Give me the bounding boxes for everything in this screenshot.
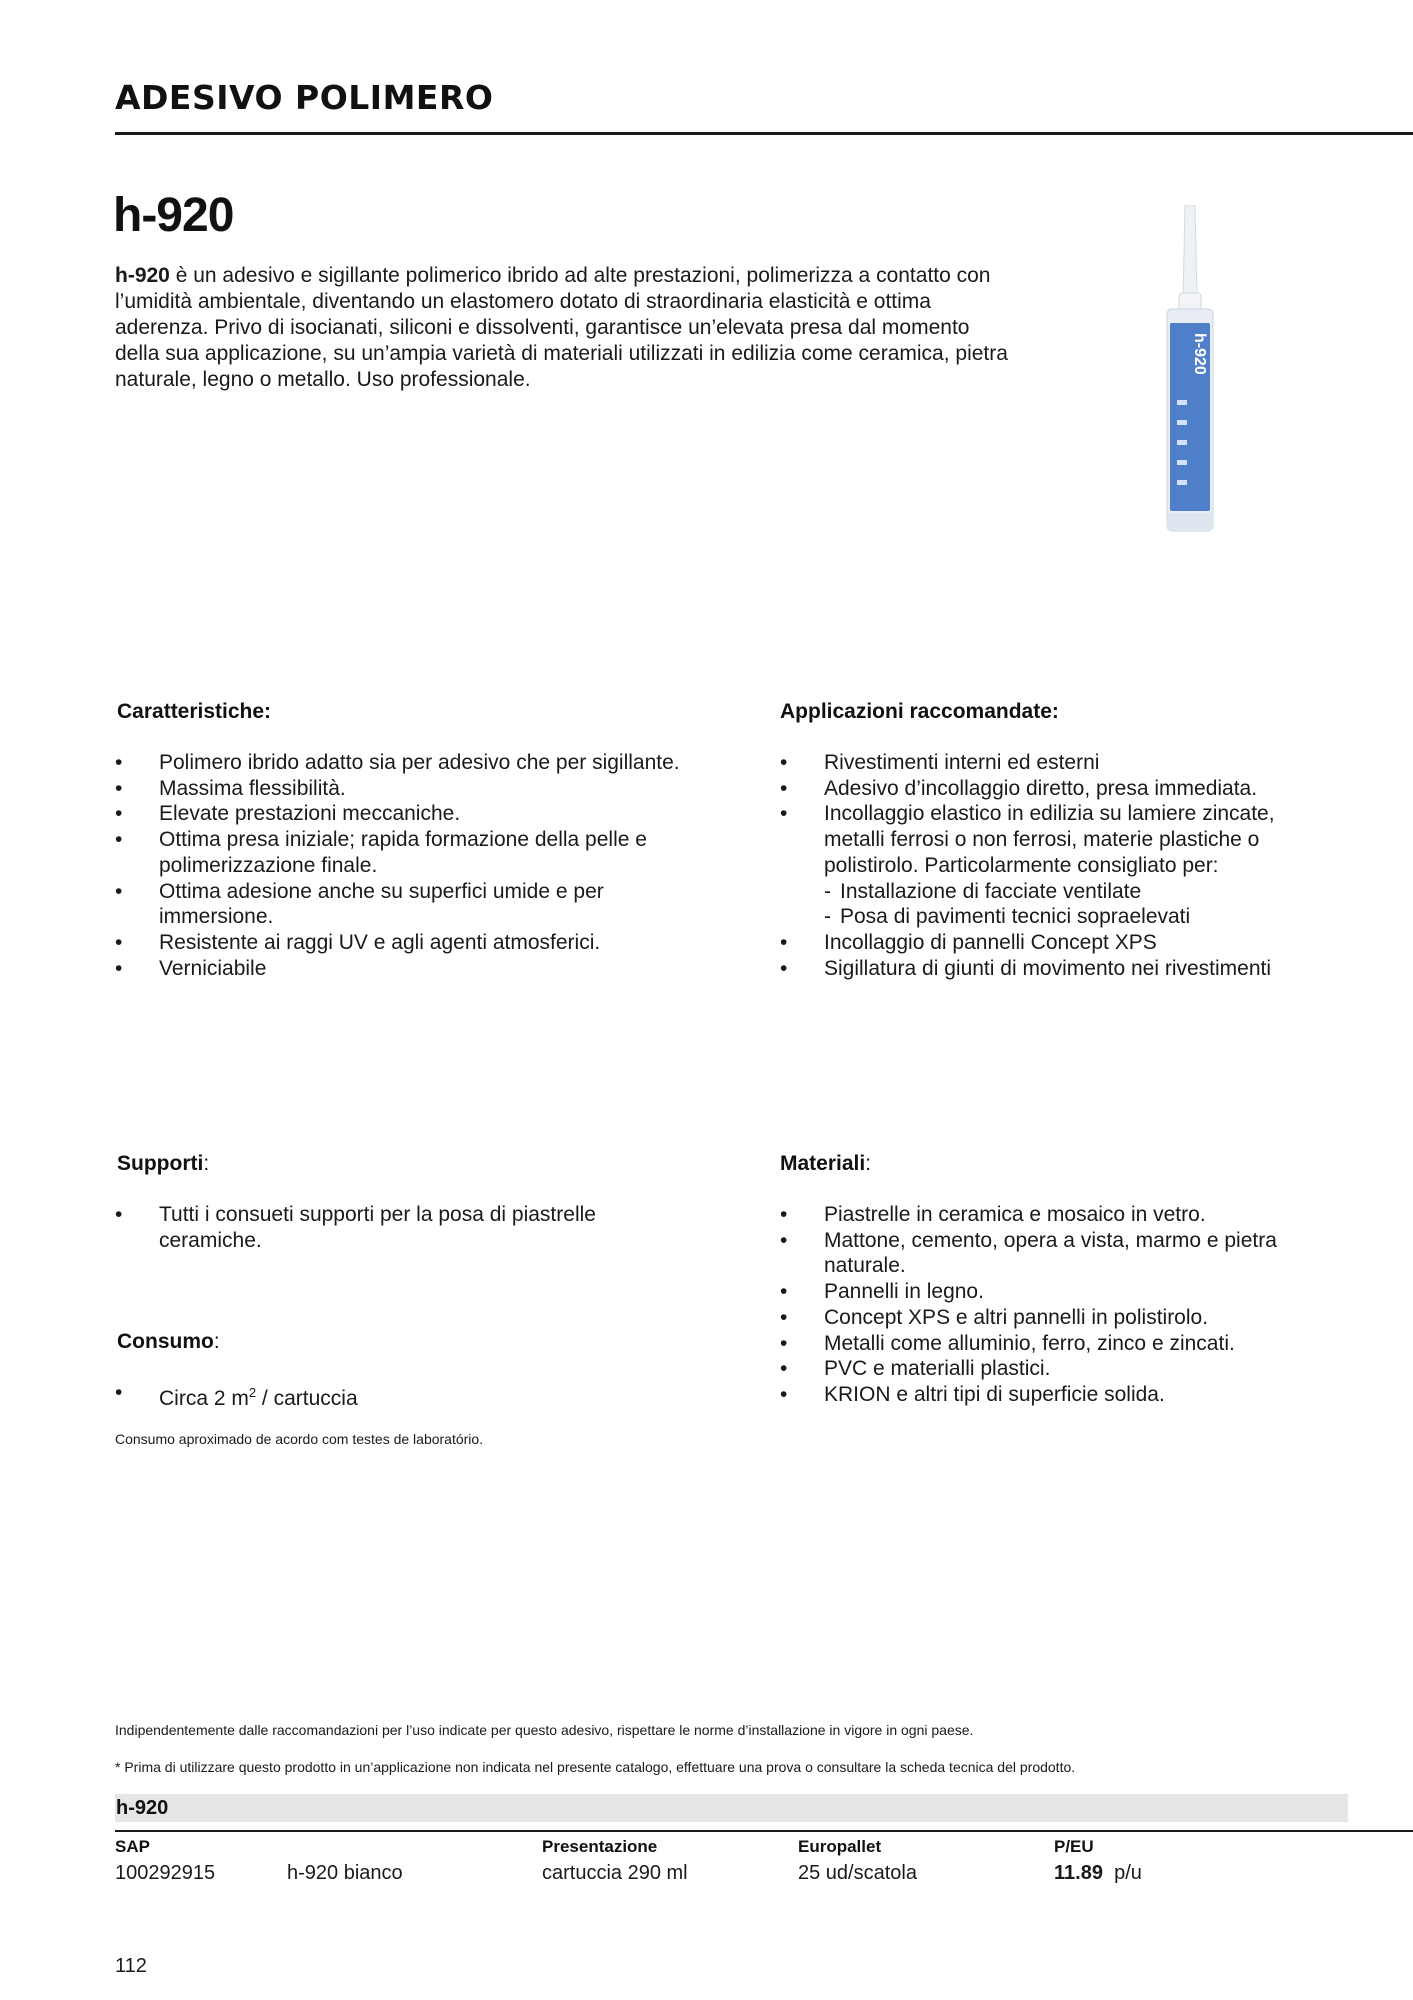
consumo-superscript: 2	[248, 1385, 257, 1400]
list-item: • Massima flessibilità.	[115, 776, 695, 802]
supporti-list	[115, 1202, 675, 1253]
list-item: • Incollaggio di pannelli Concept XPS	[780, 930, 1340, 956]
header-divider	[115, 132, 1413, 135]
caratteristiche-title: Caratteristiche:	[117, 700, 272, 723]
supporti-title-text: Supporti	[117, 1152, 204, 1175]
list-item: • Adesivo d’incollaggio diretto, presa immediata.	[780, 776, 1340, 802]
consumo-unit: / cartuccia	[256, 1387, 358, 1410]
list-item: • KRION e altri tipi di superficie solida.	[780, 1382, 1340, 1408]
price-unit: p/u	[1114, 1862, 1142, 1884]
list-item: • Rivestimenti interni ed esterni	[780, 750, 1340, 776]
footnote-disclaimer: * Prima di utilizzare questo prodotto in un’applicazione non indicata nel presente catalogo, effettuare una prova o consultare la scheda tecnica del prodotto.	[115, 1759, 1076, 1775]
caratteristiche-list	[115, 750, 695, 981]
cell-sap: 100292915	[115, 1862, 216, 1884]
applicazioni-list	[780, 750, 1340, 981]
applicazioni-sublist	[780, 879, 1340, 930]
list-item: • Verniciabile	[115, 956, 695, 982]
materiali-title-text: Materiali	[780, 1152, 866, 1175]
consumo-value: Circa 2 m	[159, 1387, 249, 1410]
sub-list-item: - Installazione di facciate ventilate	[780, 879, 1340, 905]
materiali-title-colon: :	[865, 1152, 872, 1175]
list-item-text: Incollaggio elastico in edilizia su lamiere zincate, metalli ferrosi o non ferrosi, materie plastiche o polistirolo. Particolarmente consigliato per:	[824, 802, 1275, 877]
consumo-list	[115, 1380, 675, 1412]
price-value: 11.89	[1054, 1862, 1103, 1884]
footnote-installation: Indipendentemente dalle raccomandazioni per l’uso indicate per questo adesivo, rispettare le norme d’installazione in vigore in ogni paese.	[115, 1722, 974, 1738]
list-item: • Sigillatura di giunti di movimento nei rivestimenti	[780, 956, 1340, 982]
list-item: • Tutti i consueti supporti per la posa di piastrelle ceramiche.	[115, 1202, 675, 1253]
list-item: • PVC e materialli plastici.	[780, 1356, 1340, 1382]
list-item: • Piastrelle in ceramica e mosaico in vetro.	[780, 1202, 1340, 1228]
list-item: • Elevate prestazioni meccaniche.	[115, 801, 695, 827]
consumo-title-text: Consumo	[117, 1330, 214, 1353]
list-item: • Ottima presa iniziale; rapida formazione della pelle e polimerizzazione finale.	[115, 827, 695, 878]
cell-europallet: 25 ud/scatola	[798, 1862, 917, 1884]
applicazioni-title: Applicazioni raccomandate:	[780, 700, 1059, 723]
column-header-presentazione: Presentazione	[542, 1837, 658, 1856]
list-item: • Metalli come alluminio, ferro, zinco e zincati.	[780, 1331, 1340, 1357]
supporti-title-colon: :	[203, 1152, 210, 1175]
page-number: 112	[115, 1955, 147, 1977]
table-title: h-920	[116, 1797, 169, 1819]
cell-presentazione: cartuccia 290 ml	[542, 1862, 688, 1884]
materiali-list	[780, 1202, 1340, 1408]
consumo-title-colon: :	[213, 1330, 220, 1353]
column-header-europallet: Europallet	[798, 1837, 882, 1856]
sub-list-item: - Posa di pavimenti tecnici sopraelevati	[780, 904, 1340, 930]
list-item: • Concept XPS e altri pannelli in polistirolo.	[780, 1305, 1340, 1331]
list-item: • Mattone, cemento, opera a vista, marmo e pietra naturale.	[780, 1228, 1340, 1279]
list-item	[780, 801, 1340, 930]
cell-price	[1054, 1862, 1142, 1885]
list-item: • Polimero ibrido adatto sia per adesivo che per sigillante.	[115, 750, 695, 776]
column-header-sap: SAP	[115, 1837, 150, 1856]
consumo-title	[117, 1330, 220, 1354]
table-divider	[115, 1830, 1413, 1832]
cartridge-label: h-920	[1191, 333, 1208, 375]
list-item: • Ottima adesione anche su superfici umide e per immersione.	[115, 879, 695, 930]
consumo-note: Consumo aproximado de acordo com testes de laboratório.	[115, 1431, 484, 1447]
cartridge-image	[1155, 205, 1225, 535]
list-item: • Resistente ai raggi UV e agli agenti atmosferici.	[115, 930, 695, 956]
table-title-bar	[115, 1794, 1348, 1822]
list-item: • Pannelli in legno.	[780, 1279, 1340, 1305]
section-title: ADESIVO POLIMERO	[115, 78, 494, 117]
column-header-peu: P/EU	[1054, 1837, 1094, 1856]
cell-description: h-920 bianco	[287, 1862, 403, 1884]
product-title: h-920	[113, 189, 234, 242]
materiali-title	[780, 1152, 871, 1176]
supporti-title	[117, 1152, 209, 1176]
list-item	[115, 1380, 675, 1412]
product-name-inline: h-920	[115, 264, 170, 287]
product-description	[115, 263, 1015, 393]
product-description-text: è un adesivo e sigillante polimerico ibrido ad alte prestazioni, polimerizza a contatto con l’umidità ambientale, diventando un elastomero dotato di straordinaria elasticità e ottima aderenza. Privo di isocianati, siliconi e dissolventi, garantisce un’elevata presa dal momento della sua applicazione, su un’ampia varietà di materiali utilizzati in edilizia come ceramica, pietra naturale, legno o metallo. Uso professionale.	[115, 264, 1008, 391]
